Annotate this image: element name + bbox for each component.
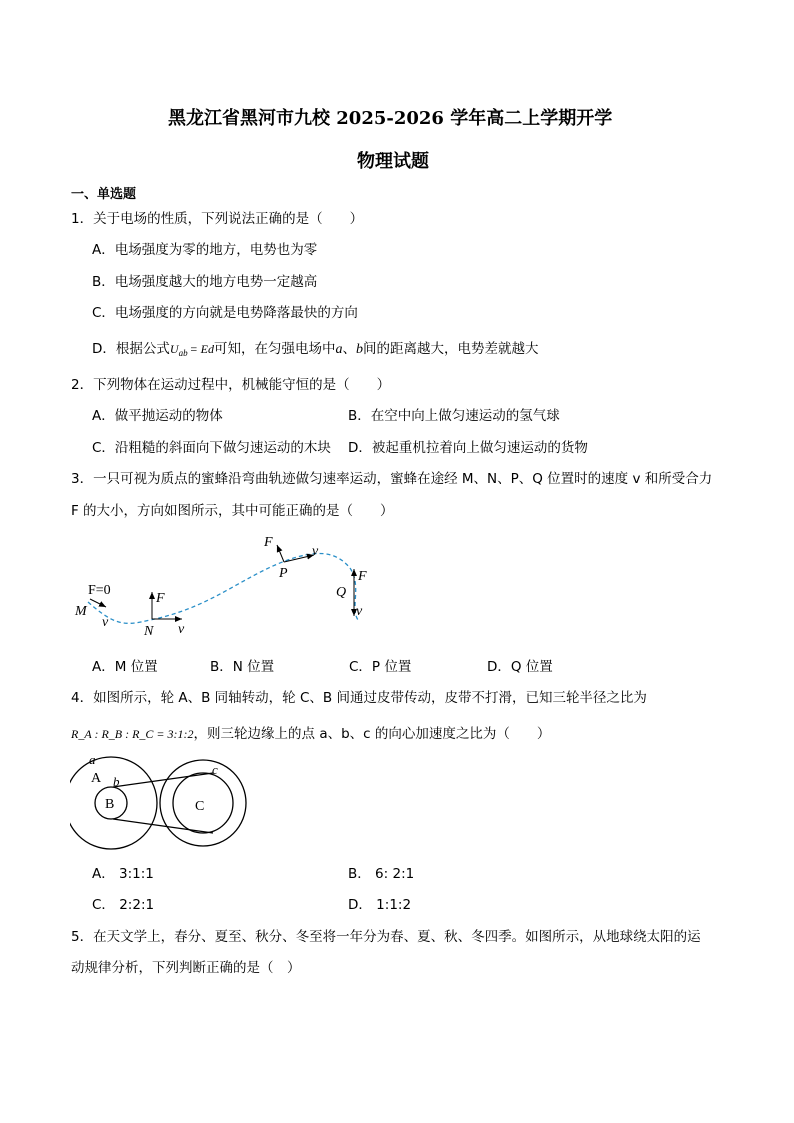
section-heading: 一、单选题 [71,187,137,202]
var-a: a [335,342,343,357]
q1-d-pre: D．根据公式 [92,341,170,357]
label-p: P [279,566,288,581]
page-title: 黑龙江省黑河市九校 2025-2026 学年高二上学期开学 [168,108,613,129]
q2-stem: 2．下列物体在运动过程中，机械能守恒的是（ ） [71,377,391,393]
label-wheel-a: A [91,771,102,786]
label-f-zero: F=0 [88,583,111,598]
trajectory-curve [88,553,358,623]
q3-option-d: D．Q 位置 [487,659,553,675]
q4-stem-line2 [71,722,550,742]
force-arrow-p [277,545,284,562]
label-point-c: c [212,762,218,777]
formula-u-sub: ab [178,348,188,358]
q3-stem-line2: F 的大小，方向如图所示，其中可能正确的是（ ） [71,503,394,519]
label-n: N [144,624,154,639]
label-v-p: v [312,544,319,559]
q2-option-c: C．沿粗糙的斜面向下做匀速运动的木块 [92,440,331,456]
label-v-m: v [102,615,109,630]
pulley-diagram [70,752,260,862]
q3-option-a: A．M 位置 [92,659,158,675]
q4-option-c: C． 2:2:1 [92,897,155,913]
label-point-b: b [113,774,120,789]
label-v-q: v [356,604,363,619]
q1-d-post: 间的距离越大，电势差就越大 [363,341,539,357]
label-wheel-b: B [105,797,115,812]
q1-stem: 1．关于电场的性质，下列说法正确的是（ ） [71,211,364,227]
q5-stem-line2: 动规律分析，下列判断正确的是（ ） [71,960,301,976]
q3-stem-line1: 3．一只可视为质点的蜜蜂沿弯曲轨迹做匀速率运动，蜜蜂在途经 M、N、P、Q 位置时的速度 v 和所受合力 [71,471,713,487]
q1-option-d [92,337,539,358]
belt-top [113,773,213,787]
label-wheel-c: C [195,799,205,814]
q1-option-b: B．电场强度越大的地方电势一定越高 [92,274,318,290]
ratio-expression: R_A : R_B : R_C = 3:1:2 [71,727,194,741]
q3-option-b: B．N 位置 [210,659,275,675]
q2-option-d: D．被起重机拉着向上做匀速运动的货物 [348,440,588,456]
q4-stem-line2-post: ，则三轮边缘上的点 a、b、c 的向心加速度之比为（ ） [193,726,551,742]
q4-stem-line1: 4．如图所示，轮 A、B 同轴转动，轮 C、B 间通过皮带传动，皮带不打滑，已知三轮半径之比为 [71,690,647,706]
q4-option-b: B． 6: 2:1 [348,866,415,882]
q2-option-a: A．做平抛运动的物体 [92,408,223,424]
q5-stem-line1: 5．在天文学上，春分、夏至、秋分、冬至将一年分为春、夏、秋、冬四季。如图所示，从地球绕太阳的运 [71,929,701,945]
formula-u: U [169,342,179,356]
bee-trajectory-diagram [70,528,390,646]
velocity-arrow-m [90,599,106,607]
q1-option-a: A．电场强度为零的地方，电势也为零 [92,242,318,258]
label-f-p: F [264,535,273,550]
q4-option-a: A． 3:1:1 [92,866,154,882]
label-v-n: v [178,622,185,637]
label-f-n: F [156,591,165,606]
belt-bottom [113,819,213,833]
q4-option-d: D． 1:1:2 [348,897,412,913]
label-q: Q [336,585,347,600]
q2-option-b: B．在空中向上做匀速运动的氢气球 [348,408,560,424]
page-subtitle: 物理试题 [357,151,429,172]
label-f-q: F [358,569,367,584]
q1-d-mid: 可知，在匀强电场中 [214,341,336,357]
q1-d-sep: 、 [342,341,357,357]
q1-option-c: C．电场强度的方向就是电势降落最快的方向 [92,305,358,321]
label-point-a: a [89,752,96,767]
q3-option-c: C．P 位置 [349,659,412,675]
label-m: M [75,604,87,619]
formula-eq: = Ed [189,342,215,356]
var-b: b [356,342,364,357]
